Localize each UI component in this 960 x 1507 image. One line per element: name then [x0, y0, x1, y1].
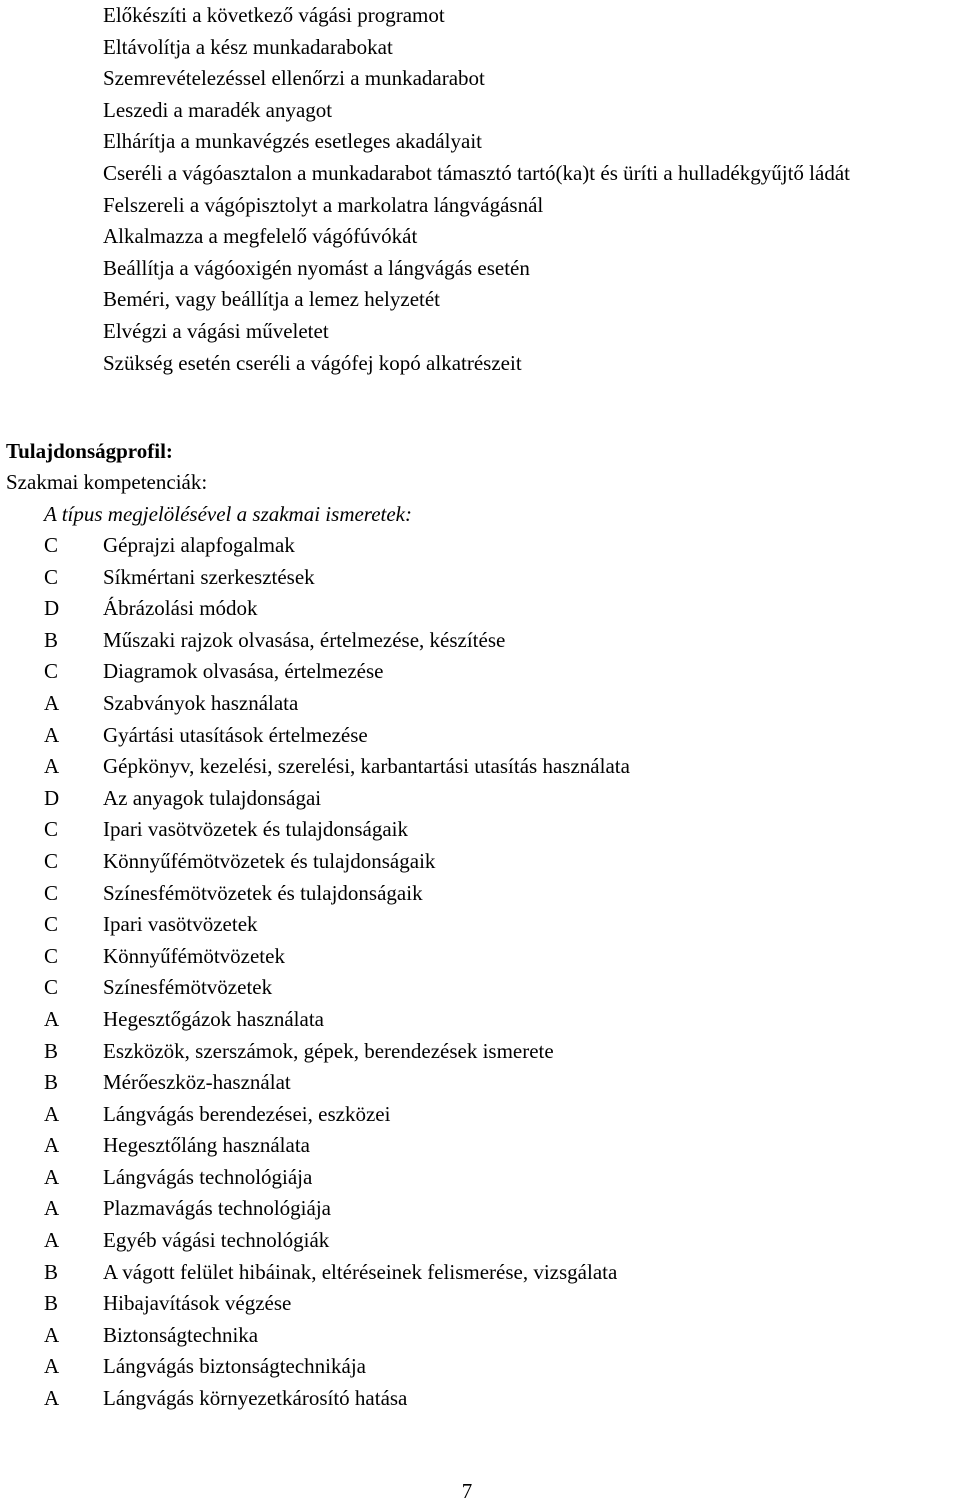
- task-item: Szemrevételezéssel ellenőrzi a munkadarabot: [103, 66, 485, 91]
- competency-text: Hegesztőgázok használata: [103, 1006, 324, 1031]
- task-item: Elvégzi a vágási műveletet: [103, 318, 329, 343]
- competency-type: C: [44, 880, 59, 905]
- type-note: A típus megjelölésével a szakmai ismeretek:: [44, 502, 412, 526]
- task-item: Előkészíti a következő vágási programot: [103, 3, 445, 27]
- task-item: Szükség esetén cseréli a vágófej kopó alkatrészeit: [103, 350, 522, 375]
- competency-type: C: [44, 975, 59, 1000]
- competency-type: C: [44, 564, 59, 589]
- competency-type: A: [44, 1228, 60, 1253]
- task-item: Beméri, vagy beállítja a lemez helyzetét: [103, 287, 441, 312]
- competency-row: [44, 562, 944, 594]
- competency-text: Diagramok olvasása, értelmezése: [103, 659, 384, 684]
- competency-row: [44, 1099, 944, 1131]
- competency-text: Ipari vasötvözetek és tulajdonságaik: [103, 817, 408, 842]
- competency-text: Lángvágás berendezései, eszközei: [103, 1101, 391, 1126]
- competency-type: C: [44, 848, 59, 873]
- competency-type: A: [44, 1354, 60, 1379]
- competency-type: B: [44, 1291, 59, 1316]
- task-item: Elhárítja a munkavégzés esetleges akadályait: [103, 129, 482, 154]
- task-item: Beállítja a vágóoxigén nyomást a lángvágás esetén: [103, 255, 530, 280]
- competency-text: Hibajavítások végzése: [103, 1291, 292, 1316]
- competency-list: [44, 530, 944, 1415]
- competency-text: A vágott felület hibáinak, eltéréseinek felismerése, vizsgálata: [103, 1259, 618, 1284]
- competency-row: [44, 530, 944, 562]
- competency-type: A: [44, 1164, 60, 1189]
- competency-text: Ipari vasötvözetek: [103, 912, 258, 937]
- competency-text: Géprajzi alapfogalmak: [103, 533, 295, 557]
- competency-row: [44, 1036, 944, 1068]
- competency-type: A: [44, 1196, 60, 1221]
- competency-type: B: [44, 1070, 59, 1095]
- competency-text: Eszközök, szerszámok, gépek, berendezések ismerete: [103, 1038, 554, 1063]
- competency-row: [44, 593, 944, 625]
- competency-text: Színesfémötvözetek: [103, 975, 273, 1000]
- competency-type: A: [44, 1133, 60, 1158]
- competency-type: C: [44, 659, 59, 684]
- sub-heading: Szakmai kompetenciák:: [6, 470, 208, 494]
- competency-type: B: [44, 1259, 59, 1284]
- competency-text: Szabványok használata: [103, 690, 299, 715]
- competency-row: [44, 1288, 944, 1320]
- competency-row: [44, 688, 944, 720]
- competency-row: [44, 909, 944, 941]
- competency-row: [44, 814, 944, 846]
- competency-row: [44, 625, 944, 657]
- competency-text: Lángvágás biztonságtechnikája: [103, 1354, 366, 1379]
- competency-row: [44, 783, 944, 815]
- competency-type: A: [44, 722, 60, 747]
- task-item: Cseréli a vágóasztalon a munkadarabot támasztó tartó(ka)t és üríti a hulladékgyűjtő ládát: [103, 160, 850, 185]
- competency-type: B: [44, 627, 59, 652]
- competency-row: [44, 878, 944, 910]
- competency-text: Hegesztőláng használata: [103, 1133, 310, 1158]
- competency-row: [44, 1383, 944, 1415]
- competency-type: A: [44, 690, 60, 715]
- competency-text: Lángvágás környezetkárosító hatása: [103, 1386, 408, 1411]
- competency-text: Gépkönyv, kezelési, szerelési, karbantartási utasítás használata: [103, 754, 630, 779]
- competency-text: Színesfémötvözetek és tulajdonságaik: [103, 880, 423, 905]
- competency-text: Ábrázolási módok: [103, 596, 258, 621]
- page-number: 7: [461, 1479, 473, 1503]
- competency-row: [44, 1004, 944, 1036]
- task-item: Felszereli a vágópisztolyt a markolatra lángvágásnál: [103, 192, 544, 217]
- competency-text: Lángvágás technológiája: [103, 1164, 313, 1189]
- competency-row: [44, 1067, 944, 1099]
- competency-text: Könnyűfémötvözetek: [103, 943, 285, 968]
- competency-row: [44, 1257, 944, 1289]
- competency-text: Biztonságtechnika: [103, 1322, 259, 1347]
- competency-text: Az anyagok tulajdonságai: [103, 785, 322, 810]
- competency-row: [44, 1320, 944, 1352]
- competency-type: C: [44, 817, 59, 842]
- competency-text: Síkmértani szerkesztések: [103, 564, 315, 589]
- competency-row: [44, 1193, 944, 1225]
- task-list: [103, 0, 948, 379]
- competency-text: Műszaki rajzok olvasása, értelmezése, készítése: [103, 627, 506, 652]
- competency-row: [44, 720, 944, 752]
- competency-text: Egyéb vágási technológiák: [103, 1228, 330, 1253]
- competency-type: A: [44, 1101, 60, 1126]
- competency-row: [44, 1351, 944, 1383]
- competency-type: B: [44, 1038, 59, 1063]
- competency-text: Mérőeszköz-használat: [103, 1070, 291, 1095]
- competency-text: Plazmavágás technológiája: [103, 1196, 331, 1221]
- competency-row: [44, 751, 944, 783]
- competency-type: C: [44, 912, 59, 937]
- competency-row: [44, 1162, 944, 1194]
- task-item: Eltávolítja a kész munkadarabokat: [103, 34, 393, 59]
- section-heading: Tulajdonságprofil:: [6, 439, 173, 463]
- competency-type: D: [44, 785, 60, 810]
- competency-row: [44, 941, 944, 973]
- competency-row: [44, 1130, 944, 1162]
- competency-row: [44, 846, 944, 878]
- competency-type: A: [44, 1006, 60, 1031]
- competency-type: C: [44, 943, 59, 968]
- competency-text: Gyártási utasítások értelmezése: [103, 722, 368, 747]
- competency-type: C: [44, 533, 59, 557]
- competency-type: A: [44, 1386, 60, 1411]
- task-item: Leszedi a maradék anyagot: [103, 97, 333, 122]
- competency-type: A: [44, 754, 60, 779]
- competency-text: Könnyűfémötvözetek és tulajdonságaik: [103, 848, 436, 873]
- competency-type: A: [44, 1322, 60, 1347]
- competency-type: D: [44, 596, 60, 621]
- competency-row: [44, 656, 944, 688]
- competency-row: [44, 1225, 944, 1257]
- task-item: Alkalmazza a megfelelő vágófúvókát: [103, 224, 418, 249]
- competency-row: [44, 972, 944, 1004]
